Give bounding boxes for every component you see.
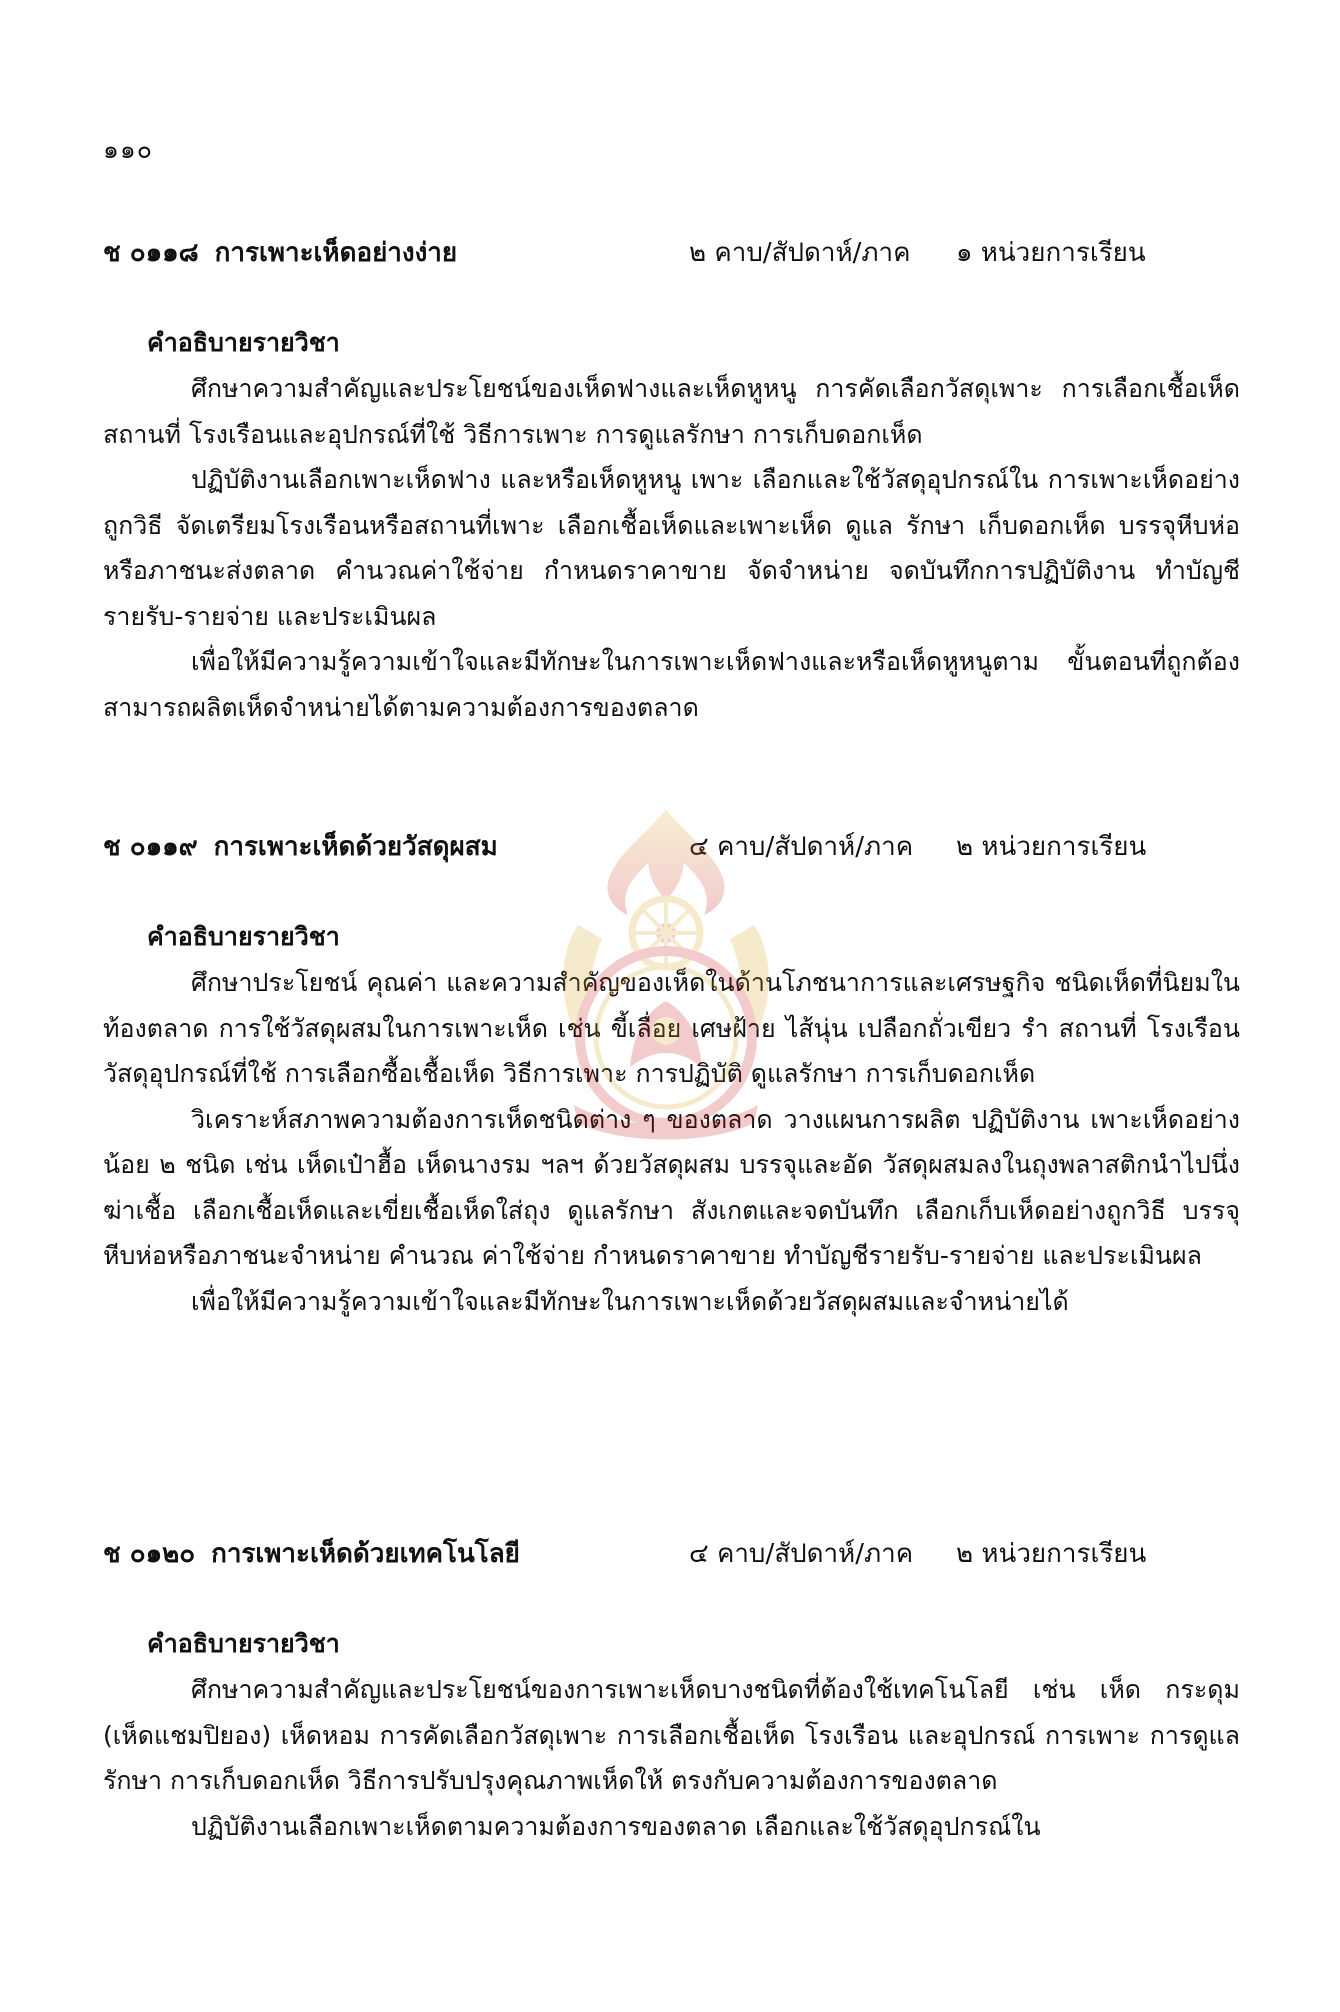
- page-number: ๑๑๐: [103, 135, 153, 164]
- course-hours: ๒ คาบ/สัปดาห์/ภาค: [689, 238, 911, 268]
- description-heading: คำอธิบายรายวิชา: [147, 922, 340, 951]
- description-paragraph: ศึกษาความสำคัญและประโยชน์ของการเพาะเห็ดบางชนิดที่ต้องใช้เทคโนโลยี เช่น เห็ด กระดุม (เห็ดแชมปิยอง) เห็ดหอม การคัดเลือกวัสดุเพาะ การเลือกเชื้อเห็ด โรงเรือน และอุปกรณ์ การเพาะ การดูแลรักษา การเก็บดอกเห็ด วิธีการปรับปรุงคุณภาพเห็ดให้ ตรงกับความต้องการของตลาด: [103, 1675, 1240, 1795]
- course-code: ช ๐๑๒๐: [103, 1539, 196, 1569]
- course-hours: ๔ คาบ/สัปดาห์/ภาค: [689, 1539, 914, 1569]
- course-section: [103, 232, 1240, 730]
- description-paragraph: วิเคราะห์สภาพความต้องการเห็ดชนิดต่าง ๆ ของตลาด วางแผนการผลิต ปฏิบัติงาน เพาะเห็ดอย่างน้อย ๒ ชนิด เช่น เห็ดเป๋าฮื้อ เห็ดนางรม ฯลฯ ด้วยวัสดุผสม บรรจุและอัด วัสดุผสมลงในถุงพลาสติกนำไปนึ่งฆ่าเชื้อ เลือกเชื้อเห็ดและเขี่ยเชื้อเห็ดใส่ถุง ดูแลรักษา สังเกตและจดบันทึก เลือกเก็บเห็ดอย่างถูกวิธี บรรจุหีบห่อหรือภาชนะจำหน่าย คำนวณ ค่าใช้จ่าย กำหนดราคาขาย ทำบัญชีรายรับ-รายจ่าย และประเมินผล: [103, 1104, 1240, 1270]
- course-header: [103, 1533, 1240, 1579]
- course-code-title: [103, 232, 457, 273]
- course-title: การเพาะเห็ดด้วยวัสดุผสม: [213, 832, 498, 862]
- course-credits: ๑ หน่วยการเรียน: [956, 238, 1146, 268]
- course-code: ช ๐๑๑๙: [103, 832, 198, 862]
- description-heading: คำอธิบายรายวิชา: [147, 328, 340, 357]
- description-paragraph: ศึกษาความสำคัญและประโยชน์ของเห็ดฟางและเห็ดหูหนู การคัดเลือกวัสดุเพาะ การเลือกเชื้อเห็ด สถานที่ โรงเรือนและอุปกรณ์ที่ใช้ วิธีการเพาะ การดูแลรักษา การเก็บดอกเห็ด: [103, 374, 1240, 449]
- course-title: การเพาะเห็ดอย่างง่าย: [214, 238, 458, 268]
- course-header: [103, 232, 1240, 278]
- description-paragraph: ปฏิบัติงานเลือกเพาะเห็ดตามความต้องการของตลาด เลือกและใช้วัสดุอุปกรณ์ใน: [191, 1811, 1041, 1841]
- description-paragraph: ปฏิบัติงานเลือกเพาะเห็ดฟาง และหรือเห็ดหูหนู เพาะ เลือกและใช้วัสดุอุปกรณ์ใน การเพาะเห็ดอย่างถูกวิธี จัดเตรียมโรงเรือนหรือสถานที่เพาะ เลือกเชื้อเห็ดและเพาะเห็ด ดูแล รักษา เก็บดอกเห็ด บรรจุหีบห่อหรือภาชนะส่งตลาด คำนวณค่าใช้จ่าย กำหนดราคาขาย จัดจำหน่าย จดบันทึกการปฏิบัติงาน ทำบัญชีรายรับ-รายจ่าย และประเมินผล: [103, 465, 1240, 631]
- course-hours: ๔ คาบ/สัปดาห์/ภาค: [689, 832, 914, 862]
- description-paragraph: เพื่อให้มีความรู้ความเข้าใจและมีทักษะในการเพาะเห็ดฟางและหรือเห็ดหูหนูตาม ขั้นตอนที่ถูกต้อง สามารถผลิตเห็ดจำหน่ายได้ตามความต้องการของตลาด: [103, 647, 1240, 722]
- course-code-title: [103, 1533, 520, 1574]
- course-section: [103, 826, 1240, 1324]
- description-heading: คำอธิบายรายวิชา: [147, 1629, 340, 1658]
- description-paragraph: ศึกษาประโยชน์ คุณค่า และความสำคัญของเห็ดในด้านโภชนาการและเศรษฐกิจ ชนิดเห็ดที่นิยมในท้องตลาด การใช้วัสดุผสมในการเพาะเห็ด เช่น ขี้เลื่อย เศษฝ้าย ไส้นุ่น เปลือกถั่วเขียว รำ สถานที่ โรงเรือน วัสดุอุปกรณ์ที่ใช้ การเลือกซื้อเชื้อเห็ด วิธีการเพาะ การปฏิบัติ ดูแลรักษา การเก็บดอกเห็ด: [103, 968, 1240, 1088]
- course-section: [103, 1533, 1240, 1849]
- course-code: ช ๐๑๑๘: [103, 238, 199, 268]
- course-title: การเพาะเห็ดด้วยเทคโนโลยี: [211, 1539, 520, 1569]
- course-header: [103, 826, 1240, 872]
- course-credits: ๒ หน่วยการเรียน: [956, 1539, 1147, 1569]
- course-credits: ๒ หน่วยการเรียน: [956, 832, 1147, 862]
- description-paragraph: เพื่อให้มีความรู้ความเข้าใจและมีทักษะในการเพาะเห็ดด้วยวัสดุผสมและจำหน่ายได้: [191, 1286, 1069, 1316]
- course-code-title: [103, 826, 498, 867]
